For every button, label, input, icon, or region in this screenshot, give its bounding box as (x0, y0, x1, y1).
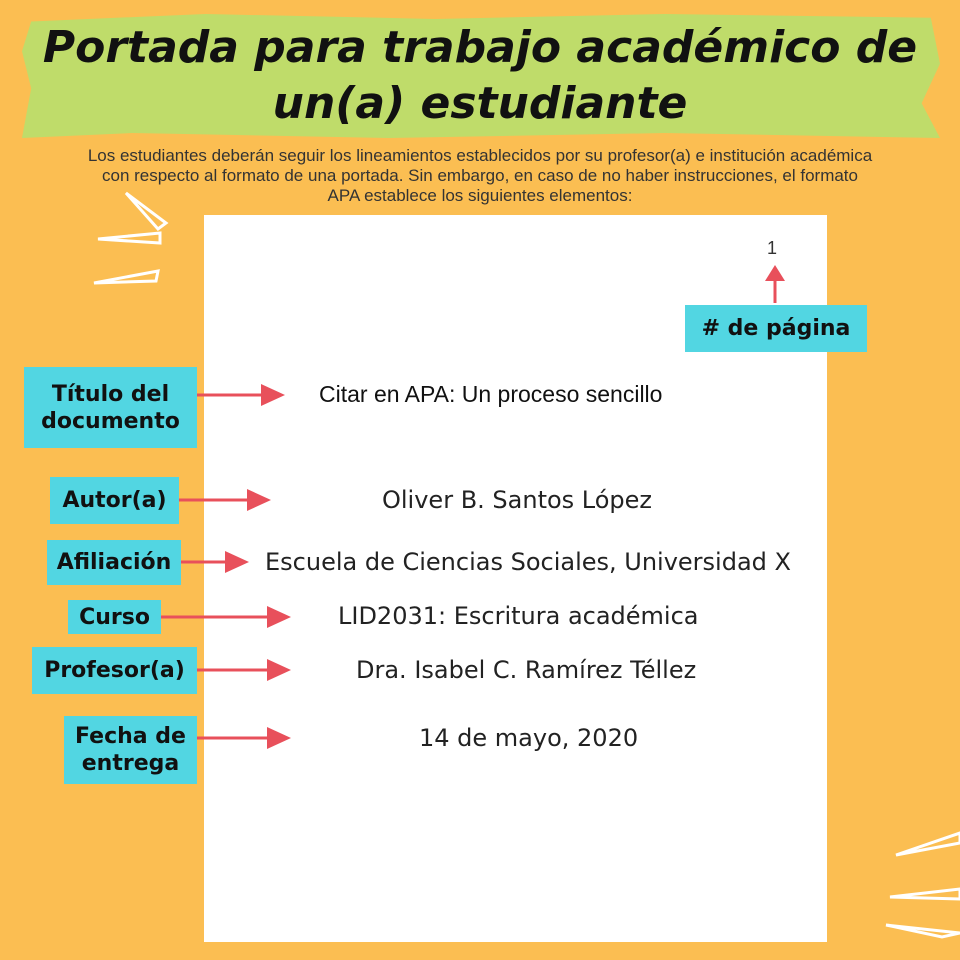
professor-value: Dra. Isabel C. Ramírez Téllez (356, 656, 697, 684)
intro-line: con respecto al formato de una portada. Sin embargo, en caso de no haber instrucciones, el formato (101, 166, 858, 185)
affiliation-label: Afiliación (47, 540, 181, 585)
page-number-arrow (764, 265, 786, 305)
page-number-label: # de página (685, 305, 867, 352)
due-date-label (64, 716, 197, 784)
author-label: Autor(a) (50, 477, 179, 524)
page-title-line2: un(a) estudiante (272, 78, 688, 129)
title-arrow (197, 384, 285, 406)
course-value: LID2031: Escritura académica (338, 602, 699, 630)
professor-arrow (197, 659, 291, 681)
intro-line: Los estudiantes deberán seguir los lineamientos establecidos por su profesor(a) e institución académica (87, 146, 873, 165)
sparkle-decoration-right (872, 825, 960, 940)
course-arrow (161, 606, 291, 628)
due-date-label-line1: Fecha de (75, 724, 186, 749)
title-label-line1: Título del (51, 381, 170, 407)
due-date-value: 14 de mayo, 2020 (419, 724, 639, 752)
due-date-arrow (197, 727, 291, 749)
affiliation-arrow (181, 551, 249, 573)
intro-line: APA establece los siguientes elementos: (327, 186, 633, 205)
course-label: Curso (68, 600, 161, 634)
professor-label: Profesor(a) (32, 647, 197, 694)
title-label-line2: documento (41, 408, 180, 434)
due-date-label-line2: entrega (81, 751, 180, 776)
title-label (24, 367, 197, 448)
sparkle-decoration-left (88, 185, 183, 300)
page-title-line1: Portada para trabajo académico de (42, 22, 918, 73)
affiliation-value: Escuela de Ciencias Sociales, Universidad X (265, 548, 791, 576)
document-title-value: Citar en APA: Un proceso sencillo (319, 381, 663, 407)
page-number: 1 (766, 238, 777, 258)
author-value: Oliver B. Santos López (382, 486, 653, 514)
author-arrow (179, 489, 271, 511)
